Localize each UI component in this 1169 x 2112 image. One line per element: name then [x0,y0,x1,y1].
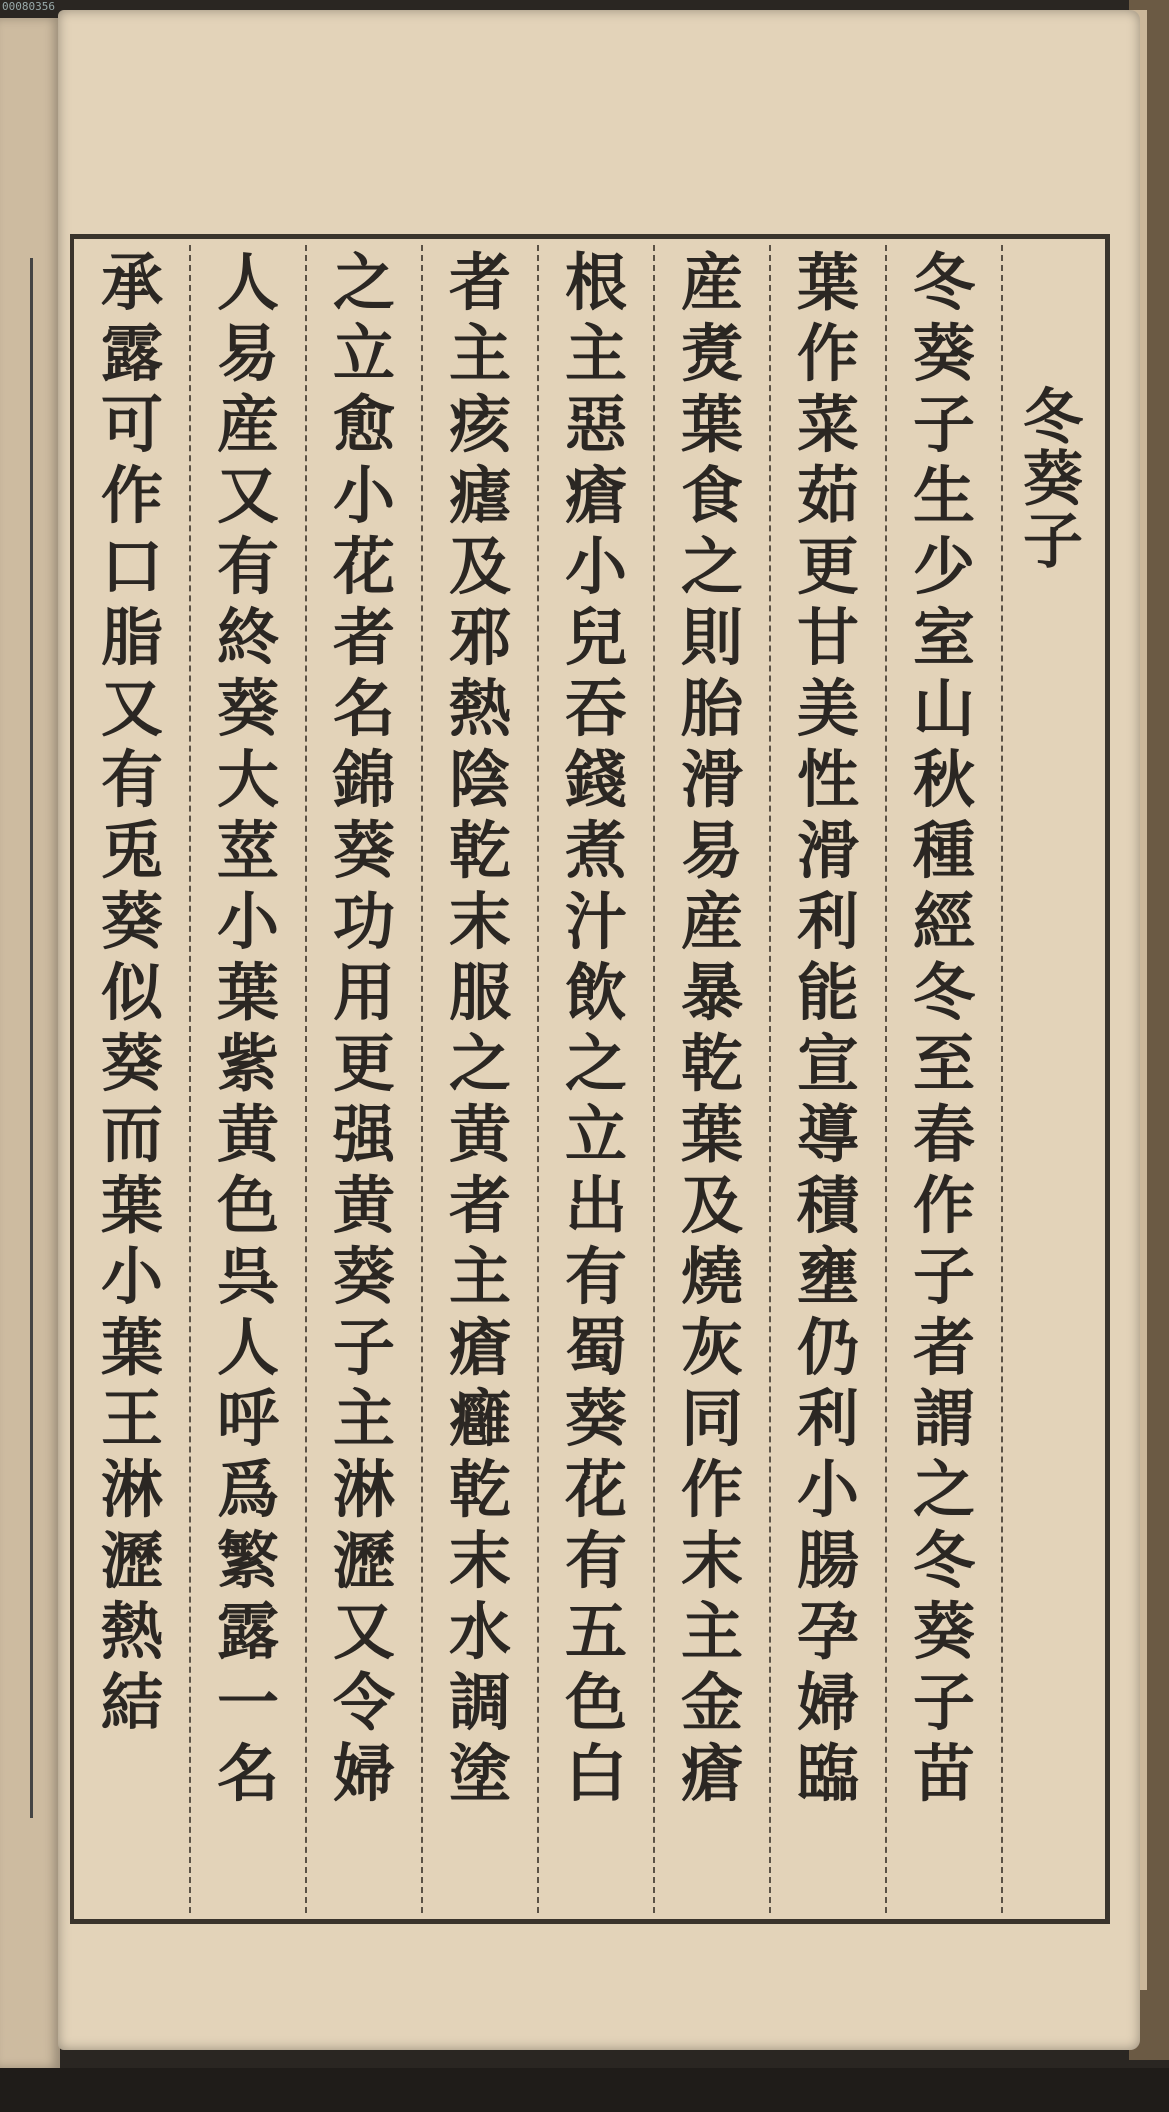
text-character: 作 [680,1453,743,1526]
text-character: 花 [332,530,395,603]
text-character: 乾 [448,814,511,887]
text-character: 子 [912,1666,975,1739]
text-character: 葉 [100,1311,163,1384]
text-character: 瀝 [100,1524,163,1597]
text-character: 瀝 [332,1524,395,1597]
text-character: 紫 [216,1027,279,1100]
text-character: 滑 [680,743,743,816]
text-character: 仍 [796,1311,859,1384]
text-character: 淋 [100,1453,163,1526]
text-character: 菜 [796,388,859,461]
text-character: 而 [100,1098,163,1171]
text-character: 冬 [912,246,975,319]
text-character: 用 [332,956,395,1029]
text-character: 又 [332,1595,395,1668]
text-character: 葵 [564,1382,627,1455]
text-character: 經 [912,885,975,958]
previous-page-edge [0,18,60,2068]
text-character: 有 [100,743,163,816]
text-character: 熱 [100,1595,163,1668]
text-character: 立 [564,1098,627,1171]
text-column [74,239,190,1919]
title-character: 子 [1023,507,1083,577]
text-character: 陰 [448,743,511,816]
text-character: 孕 [796,1595,859,1668]
text-column [654,239,770,1919]
text-character: 邪 [448,601,511,674]
text-character: 食 [680,459,743,532]
text-column [306,239,422,1919]
text-character: 同 [680,1382,743,1455]
text-character: 臨 [796,1737,859,1810]
text-column [190,239,306,1919]
text-character: 小 [216,885,279,958]
text-character: 利 [796,1382,859,1455]
text-character: 更 [796,530,859,603]
text-character: 惡 [564,388,627,461]
scan-id-label: 00080356 [2,0,55,13]
text-character: 暴 [680,956,743,1029]
text-character: 種 [912,814,975,887]
text-character: 生 [912,459,975,532]
text-character: 葉 [680,388,743,461]
text-character: 色 [216,1169,279,1242]
text-character: 煮 [564,814,627,887]
text-character: 熱 [448,672,511,745]
text-column [886,239,1002,1919]
text-character: 塗 [448,1737,511,1810]
text-character: 露 [216,1595,279,1668]
text-character: 主 [564,317,627,390]
text-character: 秋 [912,743,975,816]
text-character: 癰 [448,1382,511,1455]
text-character: 根 [564,246,627,319]
text-character: 錢 [564,743,627,816]
text-character: 瘧 [448,459,511,532]
text-character: 婦 [332,1737,395,1810]
text-character: 小 [796,1453,859,1526]
text-character: 小 [564,530,627,603]
text-character: 結 [100,1666,163,1739]
text-character: 婦 [796,1666,859,1739]
title-column [1002,239,1104,1919]
text-character: 至 [912,1027,975,1100]
title-character: 葵 [1023,445,1083,515]
text-character: 茹 [796,459,859,532]
text-character: 之 [912,1453,975,1526]
text-character: 能 [796,956,859,1029]
text-character: 主 [680,1595,743,1668]
text-character: 葵 [216,672,279,745]
text-character: 莖 [216,814,279,887]
text-character: 作 [100,459,163,532]
text-character: 滑 [796,814,859,887]
text-character: 之 [332,246,395,319]
text-character: 者 [912,1311,975,1384]
text-character: 人 [216,1311,279,1384]
text-character: 葉 [100,1169,163,1242]
column-text [538,247,654,1911]
text-character: 五 [564,1595,627,1668]
text-character: 調 [448,1666,511,1739]
text-character: 末 [448,885,511,958]
text-character: 愈 [332,388,395,461]
text-character: 有 [216,530,279,603]
text-character: 主 [332,1382,395,1455]
previous-page-rule [30,258,33,1818]
text-character: 葵 [332,814,395,887]
text-character: 汁 [564,885,627,958]
text-character: 少 [912,530,975,603]
text-character: 承 [100,246,163,319]
text-character: 作 [796,317,859,390]
text-character: 飲 [564,956,627,1029]
text-character: 黄 [216,1098,279,1171]
text-character: 主 [448,1240,511,1313]
text-character: 大 [216,743,279,816]
text-character: 導 [796,1098,859,1171]
text-character: 又 [216,459,279,532]
column-text [422,247,538,1911]
text-character: 燒 [680,1240,743,1313]
text-character: 苗 [912,1737,975,1810]
text-character: 蜀 [564,1311,627,1384]
text-character: 王 [100,1382,163,1455]
text-character: 及 [448,530,511,603]
text-character: 小 [100,1240,163,1313]
text-character: 春 [912,1098,975,1171]
text-column [538,239,654,1919]
column-text [190,247,306,1911]
text-character: 之 [680,530,743,603]
text-character: 繁 [216,1524,279,1597]
text-character: 白 [564,1737,627,1810]
text-character: 壅 [796,1240,859,1313]
text-character: 爲 [216,1453,279,1526]
text-character: 子 [912,388,975,461]
text-character: 兒 [564,601,627,674]
text-character: 積 [796,1169,859,1242]
text-character: 色 [564,1666,627,1739]
text-character: 立 [332,317,395,390]
text-character: 子 [332,1311,395,1384]
text-character: 甘 [796,601,859,674]
text-character: 口 [100,530,163,603]
text-character: 灰 [680,1311,743,1384]
text-character: 美 [796,672,859,745]
text-character: 黄 [448,1098,511,1171]
text-character: 主 [448,317,511,390]
text-character: 淋 [332,1453,395,1526]
text-character: 葵 [912,317,975,390]
text-character: 呉 [216,1240,279,1313]
text-character: 有 [564,1524,627,1597]
text-character: 易 [216,317,279,390]
text-character: 産 [680,885,743,958]
text-character: 葉 [216,956,279,1029]
text-character: 之 [448,1027,511,1100]
text-character: 之 [564,1027,627,1100]
text-character: 産 [680,246,743,319]
text-character: 宣 [796,1027,859,1100]
text-character: 一 [216,1666,279,1739]
text-character: 小 [332,459,395,532]
text-character: 胎 [680,672,743,745]
text-character: 子 [912,1240,975,1313]
text-character: 者 [448,1169,511,1242]
text-character: 末 [448,1524,511,1597]
text-character: 功 [332,885,395,958]
text-character: 吞 [564,672,627,745]
text-character: 葵 [332,1240,395,1313]
text-character: 名 [332,672,395,745]
text-character: 人 [216,246,279,319]
column-text [306,247,422,1911]
text-character: 又 [100,672,163,745]
text-character: 葵 [100,885,163,958]
text-character: 有 [564,1240,627,1313]
text-character: 乾 [680,1027,743,1100]
text-character: 則 [680,601,743,674]
text-character: 更 [332,1027,395,1100]
column-text [74,247,190,1911]
text-character: 令 [332,1666,395,1739]
text-character: 葵 [100,1027,163,1100]
text-character: 者 [448,246,511,319]
text-character: 似 [100,956,163,1029]
title-character: 冬 [1023,383,1083,453]
text-character: 瘡 [680,1737,743,1810]
text-character: 强 [332,1098,395,1171]
column-text [654,247,770,1911]
text-character: 冬 [912,1524,975,1597]
text-character: 煑 [680,317,743,390]
entry-title [1002,383,1104,1911]
text-column [422,239,538,1919]
text-character: 作 [912,1169,975,1242]
text-character: 性 [796,743,859,816]
text-character: 兎 [100,814,163,887]
text-character: 花 [564,1453,627,1526]
text-character: 名 [216,1737,279,1810]
text-character: 痎 [448,388,511,461]
text-character: 黄 [332,1169,395,1242]
text-character: 産 [216,388,279,461]
text-character: 金 [680,1666,743,1739]
column-text [886,247,1002,1911]
text-character: 出 [564,1169,627,1242]
text-character: 終 [216,601,279,674]
text-column [770,239,886,1919]
text-character: 山 [912,672,975,745]
page-bottom-shadow [0,2068,1169,2112]
text-frame [70,234,1110,1924]
text-character: 利 [796,885,859,958]
text-character: 露 [100,317,163,390]
text-character: 錦 [332,743,395,816]
text-character: 服 [448,956,511,1029]
text-character: 者 [332,601,395,674]
text-character: 水 [448,1595,511,1668]
text-character: 乾 [448,1453,511,1526]
text-character: 瘡 [564,459,627,532]
text-character: 室 [912,601,975,674]
text-character: 瘡 [448,1311,511,1384]
text-character: 冬 [912,956,975,1029]
column-text [770,247,886,1911]
text-character: 呼 [216,1382,279,1455]
text-character: 謂 [912,1382,975,1455]
text-character: 及 [680,1169,743,1242]
text-character: 末 [680,1524,743,1597]
text-character: 脂 [100,601,163,674]
text-character: 腸 [796,1524,859,1597]
text-character: 葉 [680,1098,743,1171]
text-character: 葵 [912,1595,975,1668]
text-character: 易 [680,814,743,887]
text-character: 葉 [796,246,859,319]
text-character: 可 [100,388,163,461]
